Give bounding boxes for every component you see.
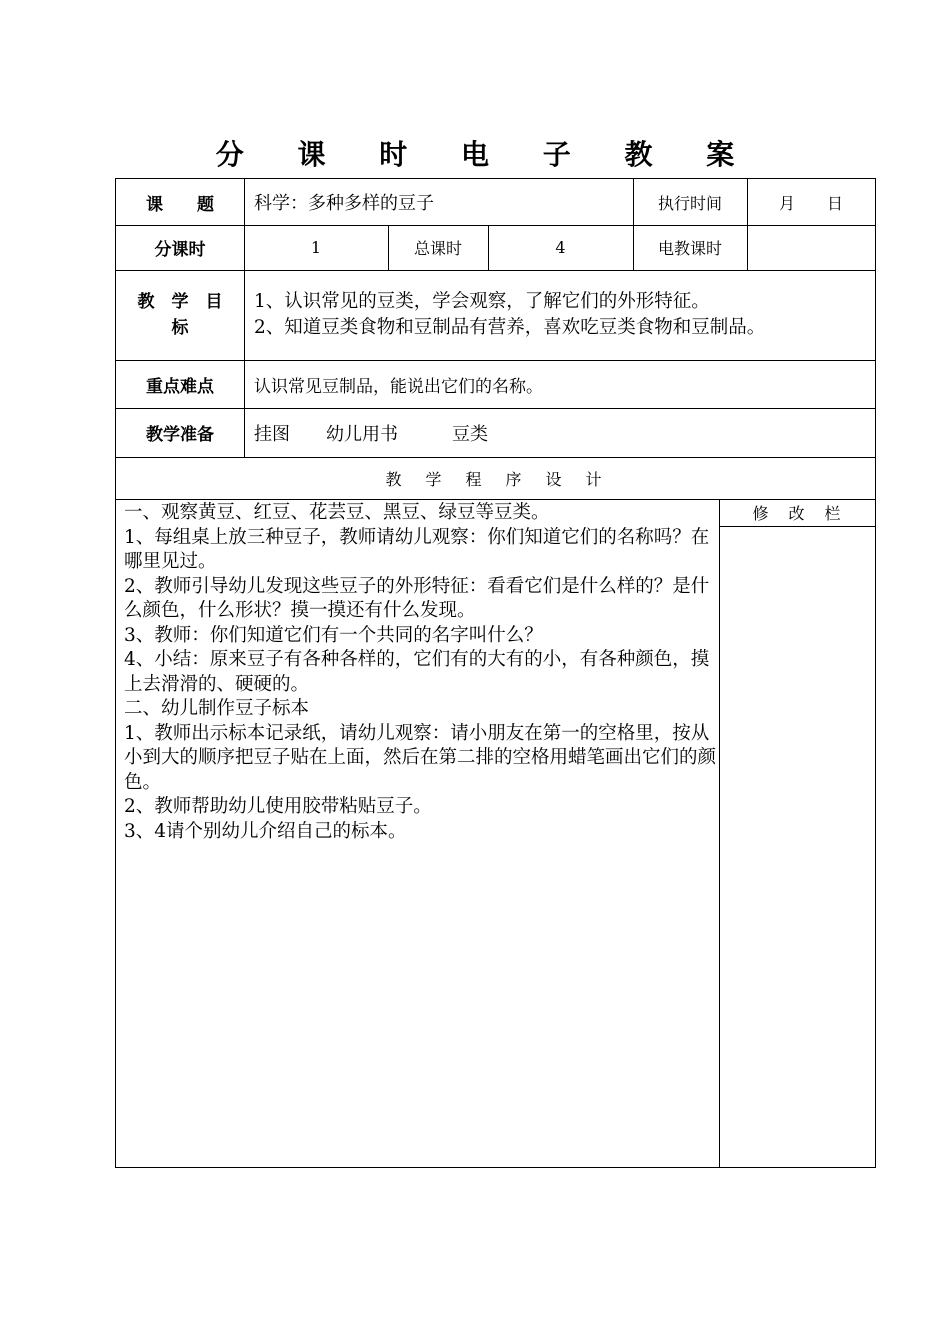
session-value: 1	[310, 238, 322, 257]
program-line: 1、教师出示标本记录纸，请幼儿观察：请小朋友在第一的空格里，按从小到大的顺序把豆子贴在上面，然后在第二排的空格用蜡笔画出它们的颜色。	[124, 722, 717, 793]
time-value: 月 日	[778, 193, 843, 213]
session-label: 分课时	[154, 240, 206, 260]
program-line: 3、4请个别幼儿介绍自己的标本。	[124, 820, 407, 842]
preparation-label: 教学准备	[146, 425, 214, 445]
lesson-plan-table	[115, 178, 876, 1168]
revision-header: 修 改 栏	[752, 504, 843, 523]
page-title: 分 课 时 电 子 教 案	[215, 138, 757, 171]
row-divider	[719, 526, 875, 527]
program-line: 二、幼儿制作豆子标本	[124, 698, 310, 719]
topic-value: 科学：多种多样的豆子	[254, 193, 434, 214]
program-body	[124, 501, 720, 844]
program-line: 4、小结：原来豆子有各种各样的，它们有的大有的小，有各种颜色，摸上去滑滑的、硬硬的。	[124, 649, 710, 695]
program-header: 教 学 程 序 设 计	[385, 469, 606, 489]
program-line: 1、每组桌上放三种豆子，教师请幼儿观察：你们知道它们的名称吗？在哪里见过。	[124, 526, 710, 572]
goals-label-line: 标	[171, 318, 189, 338]
av-value	[747, 225, 875, 270]
program-line: 2、教师帮助幼儿使用胶带粘贴豆子。	[124, 796, 432, 817]
goal-line: 2、知道豆类食物和豆制品有营养，喜欢吃豆类食物和豆制品。	[254, 317, 766, 338]
goals-label	[116, 270, 244, 360]
program-line: 2、教师引导幼儿发现这些豆子的外形特征：看看它们是什么样的？是什么颜色，什么形状？摸一摸还有什么发现。	[124, 575, 710, 621]
goals-value	[254, 270, 875, 360]
goals-label-line: 教 学 目	[137, 292, 223, 312]
key-points-value: 认识常见豆制品，能说出它们的名称。	[254, 376, 543, 397]
program-line: 一、观察黄豆、红豆、花芸豆、黑豆、绿豆等豆类。	[124, 502, 550, 523]
topic-label: 课 题	[146, 194, 214, 215]
time-label: 执行时间	[657, 193, 722, 213]
preparation-value: 挂图 幼儿用书 豆类	[254, 423, 488, 445]
key-points-label: 重点难点	[146, 376, 214, 397]
goal-line: 1、认识常见的豆类，学会观察，了解它们的外形特征。	[254, 291, 710, 312]
total-value: 4	[555, 238, 566, 257]
av-label: 电教课时	[657, 239, 722, 258]
program-line: 3、教师：你们知道它们有一个共同的名字叫什么？	[124, 624, 543, 646]
col-divider	[244, 179, 245, 457]
total-label: 总课时	[413, 239, 462, 258]
